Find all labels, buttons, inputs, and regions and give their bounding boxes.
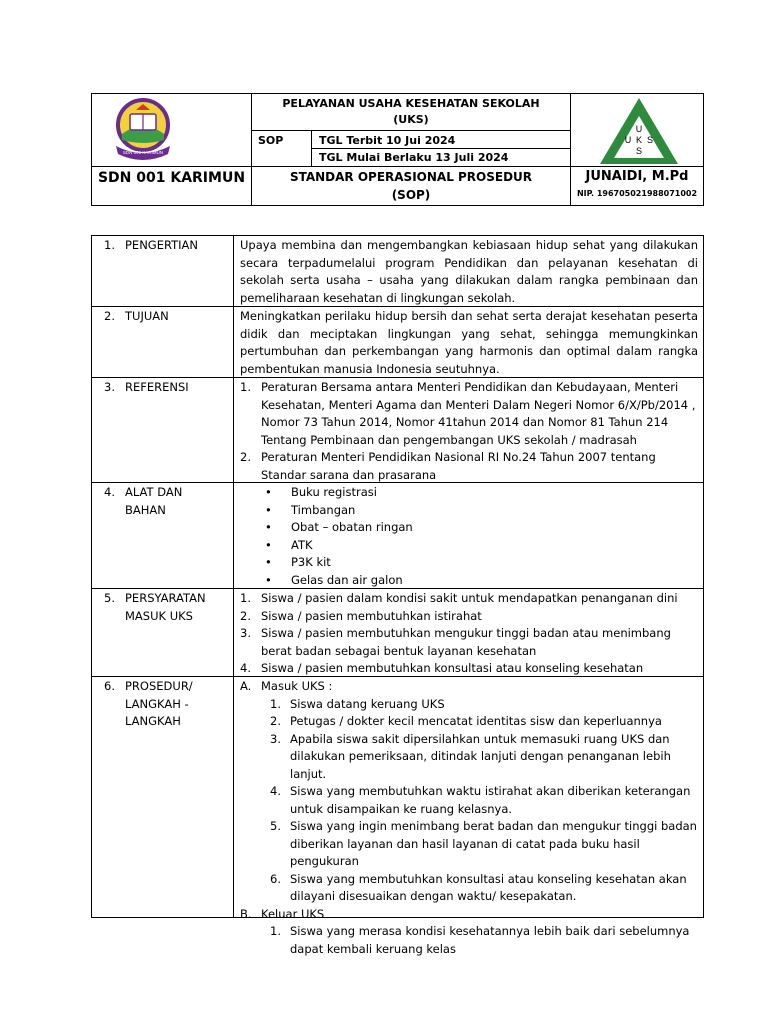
- row-title: PENGERTIAN: [125, 238, 199, 252]
- bullet-item: [240, 519, 698, 537]
- list-number: 1.: [270, 924, 281, 938]
- table-row: [92, 307, 703, 378]
- bullet-icon: •: [265, 537, 272, 552]
- bullet-item: [240, 572, 698, 590]
- table-row: [92, 677, 703, 956]
- header-divider: [251, 130, 571, 131]
- list-item: [240, 379, 698, 449]
- header-divider: [311, 148, 571, 149]
- row-content: Meningkatkan perilaku hidup bersih dan sehat serta derajat kesehatan peserta didik dan meciptakan lingkungan yang sehat, sehingga memungkinkan pertumbuhan dan perkembangan yang harmonis dan optimal dalam rangka pembentukan manusia Indonesia seutuhnya.: [240, 309, 698, 376]
- row-content: Upaya membina dan mengembangkan kebiasaan hidup sehat yang dilakukan secara terpadumelalui program Pendidikan dan pelayanan kesehatan di sekolah serta usaha – usaha yang dilakukan dalam rangka pembinaan dan pemeliharaan kesehatan di lingkungan sekolah.: [240, 238, 698, 305]
- section-heading: [240, 906, 698, 924]
- bullet-icon: •: [265, 502, 272, 517]
- list-item: [240, 713, 698, 731]
- list-text: Siswa yang merasa kondisi kesehatannya lebih baik dari sebelumnya dapat kembali keruang kelas: [290, 924, 690, 956]
- list-item: [240, 625, 698, 660]
- bullet-icon: •: [265, 485, 272, 499]
- row-title: TUJUAN: [125, 309, 169, 323]
- column-divider: [233, 307, 234, 377]
- section-text: Keluar UKS: [261, 906, 325, 921]
- list-item: [240, 871, 698, 906]
- column-divider: [233, 483, 234, 588]
- list-item: [240, 449, 698, 484]
- bullet-text: Obat – obatan ringan: [291, 520, 413, 534]
- section-letter: A.: [240, 679, 252, 693]
- column-divider: [233, 589, 234, 676]
- list-number: 2.: [240, 608, 251, 623]
- uks-letter-bottom: S: [635, 146, 643, 156]
- row-title: REFERENSI: [125, 380, 189, 394]
- list-text: Siswa / pasien membutuhkan mengukur tinggi badan atau menimbang berat badan sebagai bentuk layanan kesehatan: [261, 626, 671, 658]
- list-text: Siswa yang membutuhkan konsultasi atau konseling kesehatan akan dilayani disesuaikan dengan waktu/ kesepakatan.: [290, 871, 687, 903]
- section-text: Masuk UKS :: [261, 679, 333, 693]
- table-row: [92, 589, 703, 677]
- row-title: PROSEDUR/ LANGKAH - LANGKAH: [125, 679, 193, 728]
- list-text: Siswa / pasien membutuhkan konsultasi atau konseling kesehatan: [261, 661, 644, 675]
- list-item: [240, 923, 698, 958]
- list-item: [240, 783, 698, 818]
- list-number: 3.: [270, 731, 281, 746]
- section-letter: B.: [240, 906, 252, 921]
- row-content: [240, 678, 698, 958]
- section-heading: [240, 678, 698, 696]
- bullet-item: [240, 484, 698, 502]
- table-row: [92, 236, 703, 307]
- principal-nip: NIP. 196705021988071002: [576, 189, 698, 198]
- row-title: PERSYARATAN MASUK UKS: [125, 591, 206, 623]
- list-text: Siswa / pasien dalam kondisi sakit untuk mendapatkan penanganan dini: [261, 591, 678, 605]
- list-item: [240, 590, 698, 608]
- list-number: 3.: [240, 626, 251, 640]
- uks-letter-top: U: [635, 124, 643, 134]
- list-item: [240, 696, 698, 714]
- list-number: 1.: [270, 696, 281, 711]
- list-text: Siswa yang ingin menimbang berat badan dan mengukur tinggi badan diberikan layanan dan hasil layanan di catat pada buku hasil pengukuran: [290, 819, 697, 868]
- sop-title-line1: STANDAR OPERASIONAL PROSEDUR: [289, 170, 533, 184]
- list-text: Siswa yang membutuhkan waktu istirahat akan diberikan keterangan untuk disampaikan ke ruang kelasnya.: [290, 784, 691, 816]
- list-number: 1.: [240, 591, 251, 605]
- row-number: 4.: [104, 485, 115, 499]
- list-number: 1.: [240, 380, 251, 394]
- column-divider: [233, 677, 234, 917]
- row-content: [240, 590, 698, 678]
- row-number: 6.: [104, 679, 115, 693]
- list-number: 4.: [270, 784, 281, 798]
- header-table: [91, 93, 704, 206]
- table-row: [92, 378, 703, 483]
- bullet-item: [240, 502, 698, 520]
- list-text: Petugas / dokter kecil mencatat identitas sisw dan keperluannya: [290, 714, 662, 728]
- list-item: [240, 818, 698, 871]
- tgl-terbit: TGL Terbit 10 Jui 2024: [319, 134, 456, 147]
- bullet-icon: •: [265, 572, 272, 587]
- school-logo-text: SDN 001 KARIMUN: [122, 150, 164, 155]
- bullet-icon: •: [265, 520, 272, 534]
- school-logo: [112, 96, 174, 162]
- list-number: 6.: [270, 871, 281, 886]
- list-text: Peraturan Bersama antara Menteri Pendidikan dan Kebudayaan, Menteri Kesehatan, Menteri Agama dan Menteri Dalam Negeri Nomor 6/X/Pb/2014 , Nomor 73 Tahun 2014, Nomor 41tahun 2014 dan Nomor 81 Tahun 214 Tentang Pembinaan dan pengembangan UKS sekolah / madrasah: [261, 380, 696, 447]
- row-content: [240, 484, 698, 589]
- row-content: [240, 379, 698, 484]
- header-title-line2: (UKS): [393, 113, 429, 126]
- bullet-item: [240, 554, 698, 572]
- principal-name: JUNAIDI, M.Pd: [585, 169, 689, 184]
- list-number: 5.: [270, 819, 281, 833]
- bullet-text: Timbangan: [291, 502, 356, 517]
- list-text: Apabila siswa sakit dipersilahkan untuk memasuki ruang UKS dan dilakukan pemeriksaan, ditindak lanjuti dengan penanganan lebih lanjut.: [290, 731, 671, 781]
- uks-logo: [598, 96, 680, 166]
- list-item: [240, 731, 698, 784]
- bullet-text: ATK: [291, 537, 313, 552]
- row-number: 2.: [104, 309, 115, 323]
- header-title-line1: PELAYANAN USAHA KESEHATAN SEKOLAH: [282, 97, 540, 110]
- column-divider: [233, 236, 234, 306]
- list-item: [240, 660, 698, 678]
- sop-label: SOP: [258, 134, 284, 147]
- list-number: 2.: [270, 714, 281, 728]
- row-number: 5.: [104, 591, 115, 605]
- list-item: [240, 608, 698, 626]
- list-text: Siswa / pasien membutuhkan istirahat: [261, 608, 482, 623]
- list-number: 2.: [240, 450, 251, 464]
- table-row: [92, 483, 703, 589]
- list-text: Peraturan Menteri Pendidikan Nasional RI No.24 Tahun 2007 tentang Standar sarana dan prasarana: [261, 450, 656, 482]
- bullet-text: Gelas dan air galon: [291, 572, 403, 587]
- uks-letter-center: K: [635, 135, 643, 145]
- row-number: 3.: [104, 380, 115, 394]
- list-text: Siswa datang keruang UKS: [290, 696, 445, 711]
- header-divider: [92, 166, 703, 167]
- row-number: 1.: [104, 238, 115, 252]
- tgl-mulai: TGL Mulai Berlaku 13 Juli 2024: [319, 151, 509, 164]
- sop-title-line2: (SOP): [391, 188, 431, 202]
- uks-letter-right: S: [646, 135, 654, 145]
- bullet-icon: •: [265, 555, 272, 569]
- row-title: ALAT DAN BAHAN: [125, 485, 183, 517]
- bullet-item: [240, 537, 698, 555]
- column-divider: [233, 378, 234, 482]
- bullet-text: P3K kit: [291, 555, 331, 569]
- list-number: 4.: [240, 661, 251, 675]
- uks-letter-left: U: [624, 135, 632, 145]
- sop-table: [91, 235, 704, 956]
- school-name: SDN 001 KARIMUN: [97, 170, 246, 186]
- bullet-text: Buku registrasi: [291, 485, 377, 499]
